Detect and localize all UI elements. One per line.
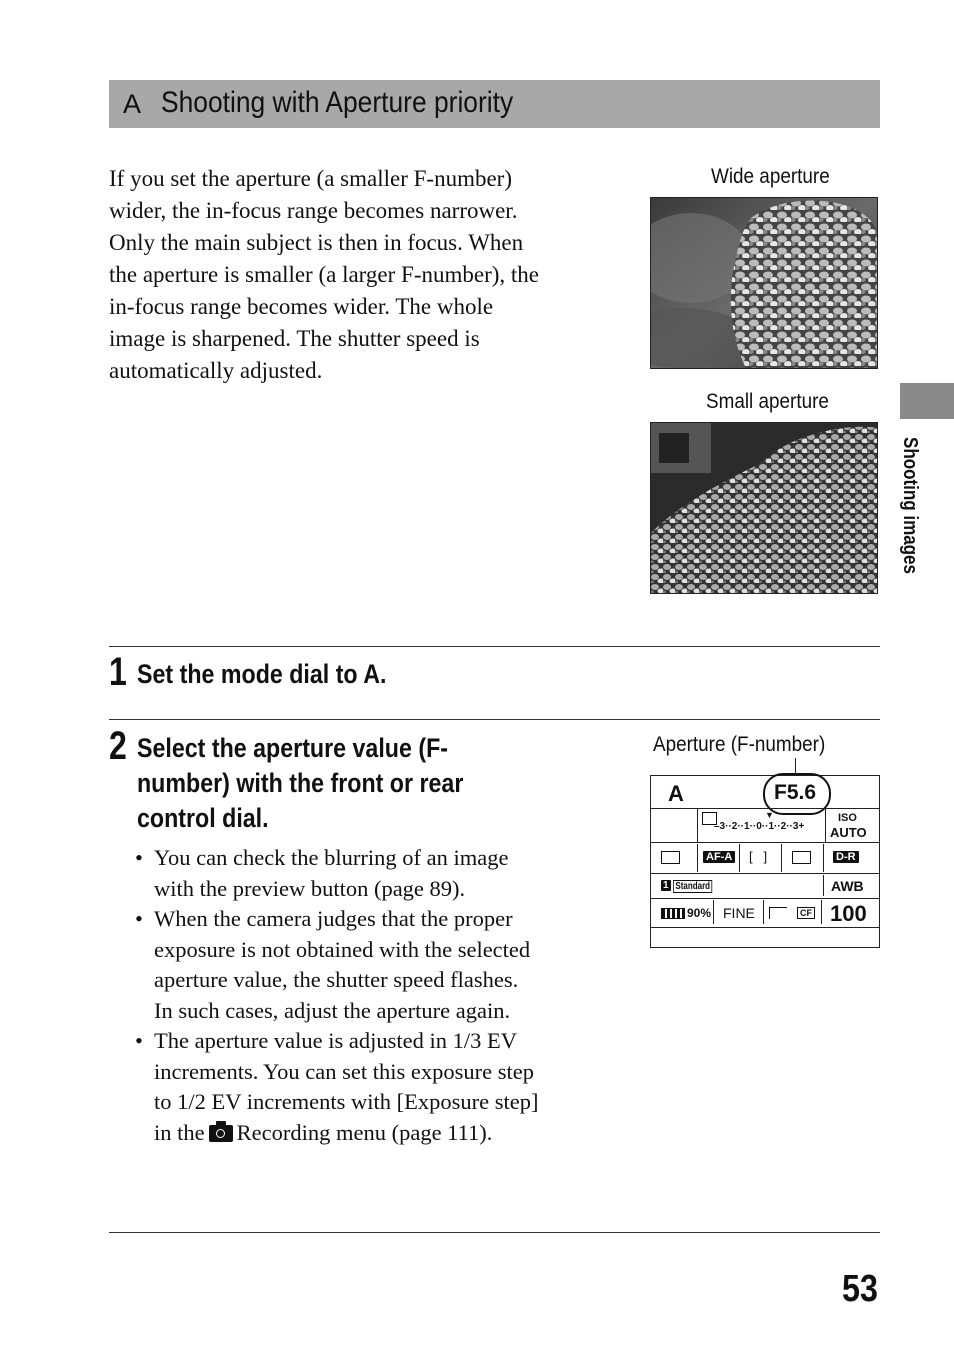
lcd-style-num: 1 [663, 880, 669, 891]
page-number: 53 [842, 1268, 878, 1310]
step-number: 1 [109, 650, 127, 694]
lcd-quality: FINE [723, 905, 755, 921]
step-divider [109, 646, 880, 647]
list-item: • When the camera judges that the proper exposure is not obtained with the selected aperture value, the shutter speed flashes. In such cases, adjust the aperture again. [135, 906, 531, 1023]
step-divider [109, 719, 880, 720]
lcd-creative-style: Standard [673, 880, 712, 893]
metering-icon [792, 851, 811, 864]
lcd-battery: 90% [687, 906, 712, 920]
battery-icon [661, 908, 685, 919]
lcd-mode: A [668, 781, 684, 806]
step-heading: Select the aperture value (F-number) with the front or rear control dial. [137, 733, 464, 833]
wide-aperture-caption: Wide aperture [711, 165, 830, 188]
side-tab-marker [900, 383, 954, 419]
lcd-media: CF [797, 907, 815, 919]
bottom-rule [109, 1232, 880, 1233]
lcd-aperture: F5.6 [774, 781, 817, 804]
lcd-shots: 100 [830, 901, 867, 926]
step-number: 2 [109, 724, 127, 768]
lcd-iso-mode: AUTO [830, 825, 867, 840]
lcd-dro: D-R [833, 851, 859, 863]
list-item: • You can check the blurring of an image with the preview button (page 89). [135, 845, 509, 901]
aspect-icon [769, 907, 787, 919]
wide-aperture-photo [650, 197, 878, 369]
drive-mode-icon [661, 851, 680, 864]
bullet-list [135, 843, 540, 1148]
bullet-text: You can check the blurring of an image with the preview button (page 89). [154, 845, 509, 901]
af-area-icon: [ ] [749, 849, 768, 864]
side-label-text: Shooting images [899, 437, 921, 574]
ev-pointer-icon: ▼ [765, 810, 774, 820]
lcd-display [650, 775, 880, 948]
callout-line [795, 758, 796, 774]
bullet-text: Recording menu (page 111). [236, 1119, 493, 1145]
bullet-text: The aperture value is adjusted in 1/3 EV increments. You can set this exposure step to 1/2 EV increments with [Exposure step] in the [154, 1028, 539, 1145]
small-aperture-caption: Small aperture [706, 390, 829, 413]
section-title: Shooting with Aperture priority [161, 86, 514, 119]
intro-paragraph: If you set the aperture (a smaller F-number) wider, the in-focus range becomes narrower. Only the main subject is then in focus. When the aperture is smaller (a larger F-number), the in-focus range becomes wider. The whole image is sharpened. The shutter speed is automatically adjusted. [109, 166, 540, 383]
lcd-caption: Aperture (F-number) [653, 733, 826, 756]
bullet-text: When the camera judges that the proper exposure is not obtained with the selected aperture value, the shutter speed flashes. In such cases, adjust the aperture again. [154, 906, 531, 1023]
side-label [893, 437, 923, 617]
step-heading: Set the mode dial to A. [137, 659, 387, 689]
lcd-ev-scale: –3··2··1··0··1··2··3+ [714, 821, 805, 832]
small-aperture-photo [650, 422, 878, 594]
list-item: • The aperture value is adjusted in 1/3 EV increments. You can set this exposure step to 1/2 EV increments with [Exposure step] in the Recording menu (page 111). [135, 1028, 539, 1145]
lcd-white-balance: AWB [831, 878, 864, 894]
section-title-bar [109, 80, 880, 128]
lcd-af-mode: AF-A [703, 851, 735, 863]
lcd-iso-label: ISO [838, 812, 857, 824]
mode-letter: A [123, 89, 142, 119]
camera-icon [209, 1125, 233, 1142]
